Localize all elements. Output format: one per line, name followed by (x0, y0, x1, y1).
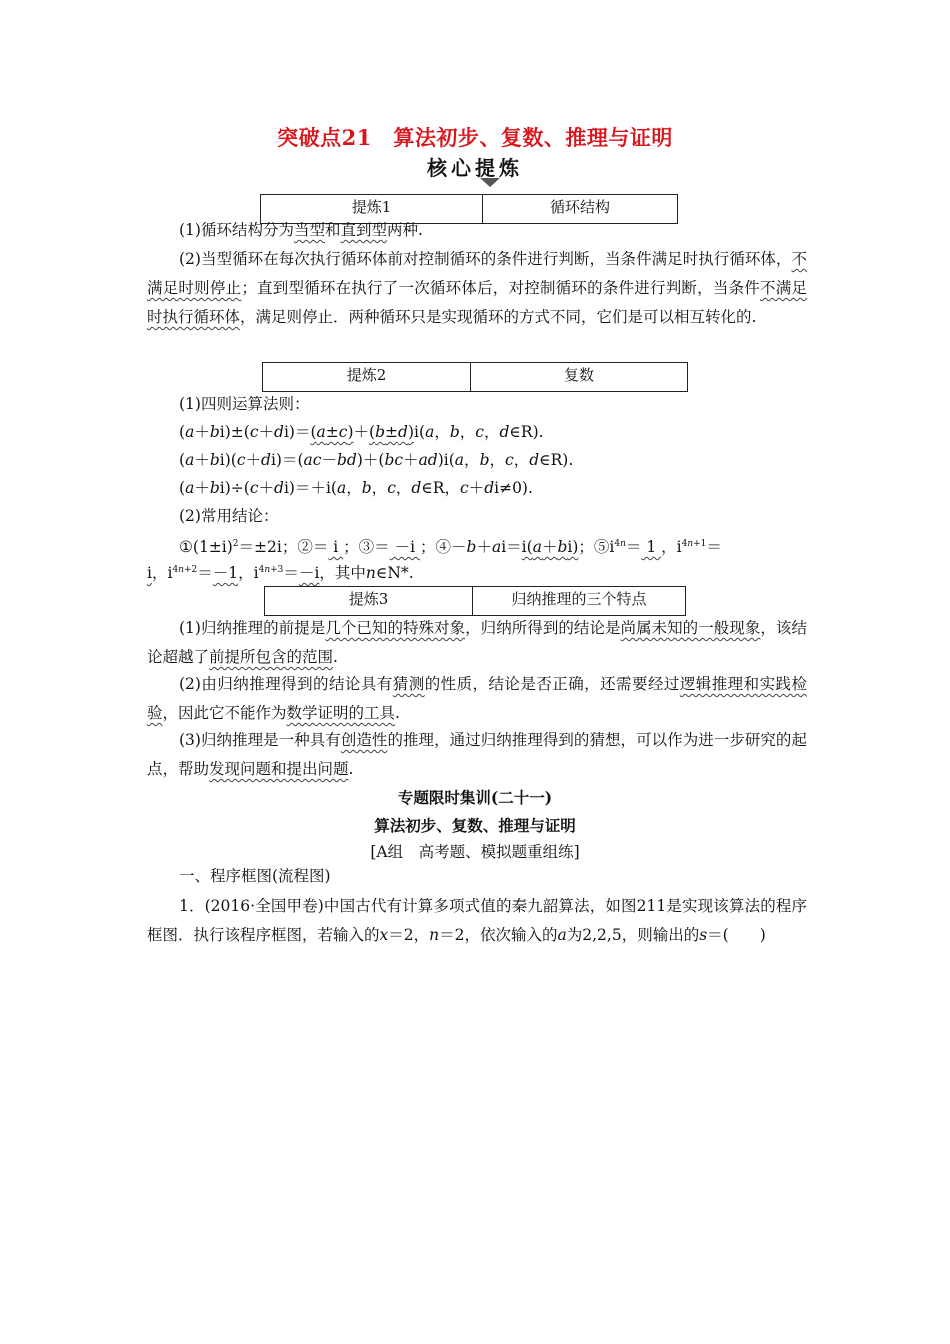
page-title: 突破点21 算法初步、复数、推理与证明 (277, 125, 673, 150)
topic-name: 复数 (563, 366, 594, 384)
topic-label: 提炼3 (265, 587, 473, 615)
group-label: [A组 高考题、模拟题重组练] (370, 843, 580, 861)
formula-line: $①(1\pm i)^2=\pm 2i$；②＝ i ；③＝ －i ；④－b＋ai＝i(a＋bi)；$⑤i^{4n}= 1$ ，$i^{4n+1}=$ (179, 538, 722, 557)
training-title: 专题限时集训(二十一) (397, 788, 553, 807)
down-triangle-icon (480, 178, 500, 187)
topic-box-2 (262, 362, 688, 392)
topic-label: 提炼1 (261, 195, 483, 223)
formula-line: (a＋bi)±(c＋di)＝(a±c)＋(b±d)i(a，b，c，d∈R). (179, 423, 544, 441)
formula-line: (a＋bi)(c＋di)＝(ac－bd)＋(bc＋ad)i(a，b，c，d∈R). (179, 451, 574, 469)
question-1: 1．(2016·全国甲卷)中国古代有计算多项式值的秦九韶算法，如图211是实现该算法的程序框图．执行该程序框图，若输入的x＝2，n＝2，依次输入的a为2,2,5，则输出的s＝( ) (147, 897, 807, 944)
paragraph: (2)当型循环在每次执行循环体前对控制循环的条件进行判断，当条件满足时执行循环体，不满足时则停止；直到型循环在执行了一次循环体后，对控制循环的条件进行判断，当条件不满足时执行循环体，满足则停止．两种循环只是实现循环的方式不同，它们是可以相互转化的. (147, 250, 807, 326)
section-heading: 核心提炼 (427, 156, 523, 180)
formula-line: (1)四则运算法则： (179, 395, 310, 413)
topic-label: 提炼2 (263, 363, 471, 391)
formula-line: (a＋bi)÷(c＋di)＝＋i(a，b，c，d∈R，c＋di≠0). (179, 479, 533, 497)
topic-box-3 (264, 586, 686, 616)
topic-name: 循环结构 (549, 198, 610, 216)
paragraph: (2)由归纳推理得到的结论具有猜测的性质，结论是否正确，还需要经过逻辑推理和实践检验，因此它不能作为数学证明的工具. (147, 675, 807, 722)
paragraph: (1)循环结构分为当型和直到型两种. (179, 221, 423, 239)
paragraph: (1)归纳推理的前提是几个已知的特殊对象，归纳所得到的结论是尚属未知的一般现象，该结论超越了前提所包含的范围. (147, 619, 807, 666)
formula-line: (2)常用结论： (179, 507, 279, 525)
training-subtitle: 算法初步、复数、推理与证明 (374, 816, 576, 835)
formula-line: i，$i^{4n+2}=-1$，$i^{4n+3}=-i$，其中n∈N*. (147, 564, 414, 583)
paragraph: (3)归纳推理是一种具有创造性的推理，通过归纳推理得到的猜想，可以作为进一步研究的起点，帮助发现问题和提出问题. (147, 731, 807, 778)
topic-name: 归纳推理的三个特点 (511, 590, 647, 608)
part-heading: 一、程序框图(流程图) (179, 867, 331, 885)
